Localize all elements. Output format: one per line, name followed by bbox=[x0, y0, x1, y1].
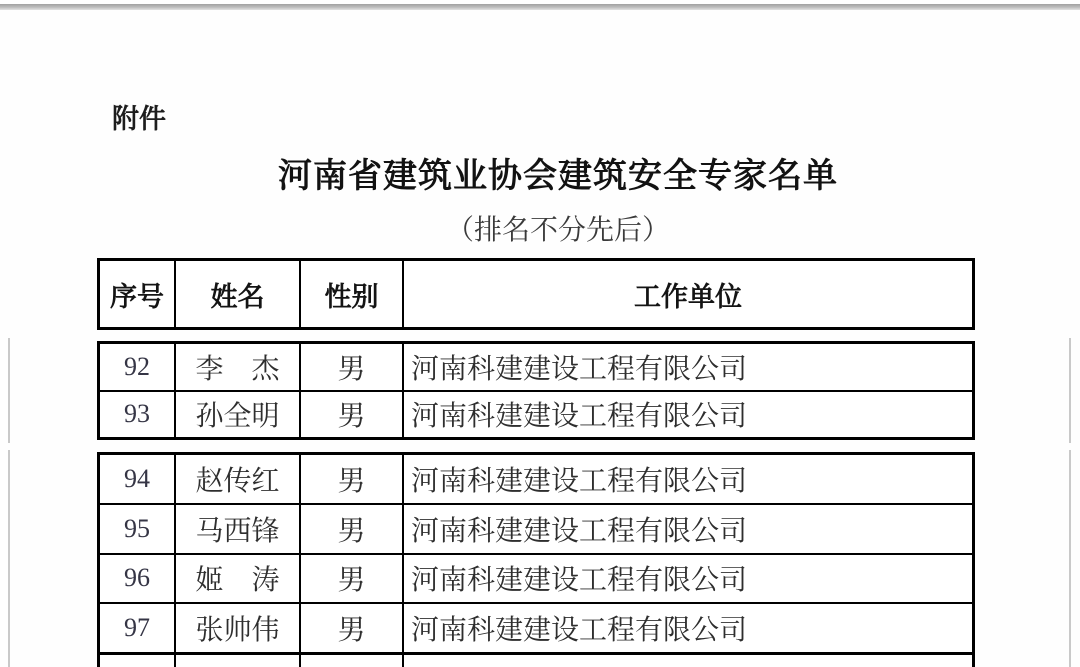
name-cell: 孙全明 bbox=[176, 392, 301, 438]
table-row bbox=[100, 455, 972, 505]
row-number-cell: 93 bbox=[100, 392, 176, 438]
name-cell: 赵传红 bbox=[176, 455, 301, 503]
name-cell bbox=[176, 655, 301, 667]
header-cell-organization: 工作单位 bbox=[634, 281, 742, 312]
organization-cell: 河南科建建设工程有限公司 bbox=[411, 353, 748, 385]
table-row bbox=[100, 392, 972, 438]
organization-cell: 河南科建建设工程有限公司 bbox=[411, 515, 748, 547]
partial-next-row bbox=[97, 655, 975, 667]
top-divider-rule bbox=[0, 4, 1080, 10]
page-title: 河南省建筑业协会建筑安全专家名单 bbox=[278, 158, 838, 195]
name-cell: 李 杰 bbox=[176, 344, 301, 390]
header-cell-name: 姓名 bbox=[176, 261, 301, 327]
gender-cell: 男 bbox=[301, 392, 404, 438]
organization-cell: 河南科建建设工程有限公司 bbox=[411, 565, 748, 597]
row-number-cell: 94 bbox=[100, 455, 176, 503]
row-number-cell: 95 bbox=[100, 505, 176, 553]
organization-cell: 河南科建建设工程有限公司 bbox=[411, 401, 748, 433]
page-edge-line-right bbox=[1069, 338, 1071, 443]
name-cell: 姬 涛 bbox=[176, 555, 301, 603]
gender-cell: 男 bbox=[301, 455, 404, 503]
expert-table-block-2 bbox=[97, 452, 975, 655]
row-number-cell: 92 bbox=[100, 344, 176, 390]
header-cell-gender: 性别 bbox=[301, 261, 404, 327]
gender-cell: 男 bbox=[301, 604, 404, 652]
expert-table-block-1 bbox=[97, 341, 975, 440]
table-row bbox=[100, 604, 972, 652]
table-row bbox=[100, 505, 972, 555]
row-number-cell: 97 bbox=[100, 604, 176, 652]
organization-cell: 河南科建建设工程有限公司 bbox=[411, 615, 748, 647]
page-edge-line-right bbox=[1069, 450, 1071, 667]
table-row bbox=[100, 344, 972, 392]
expert-table-header bbox=[97, 258, 975, 330]
header-cell-number: 序号 bbox=[100, 261, 176, 327]
page-edge-line-left bbox=[8, 450, 10, 667]
page-edge-line-left bbox=[8, 338, 10, 443]
organization-cell bbox=[404, 655, 972, 667]
name-cell: 张帅伟 bbox=[176, 604, 301, 652]
gender-cell: 男 bbox=[301, 344, 404, 390]
name-cell: 马西锋 bbox=[176, 505, 301, 553]
gender-cell: 男 bbox=[301, 505, 404, 553]
gender-cell: 男 bbox=[301, 555, 404, 603]
row-number-cell bbox=[100, 655, 176, 667]
attachment-label: 附件 bbox=[112, 104, 166, 134]
table-row bbox=[100, 555, 972, 605]
organization-cell: 河南科建建设工程有限公司 bbox=[411, 465, 748, 497]
page-subtitle: （排名不分先后） bbox=[445, 215, 670, 246]
gender-cell bbox=[301, 655, 404, 667]
row-number-cell: 96 bbox=[100, 555, 176, 603]
